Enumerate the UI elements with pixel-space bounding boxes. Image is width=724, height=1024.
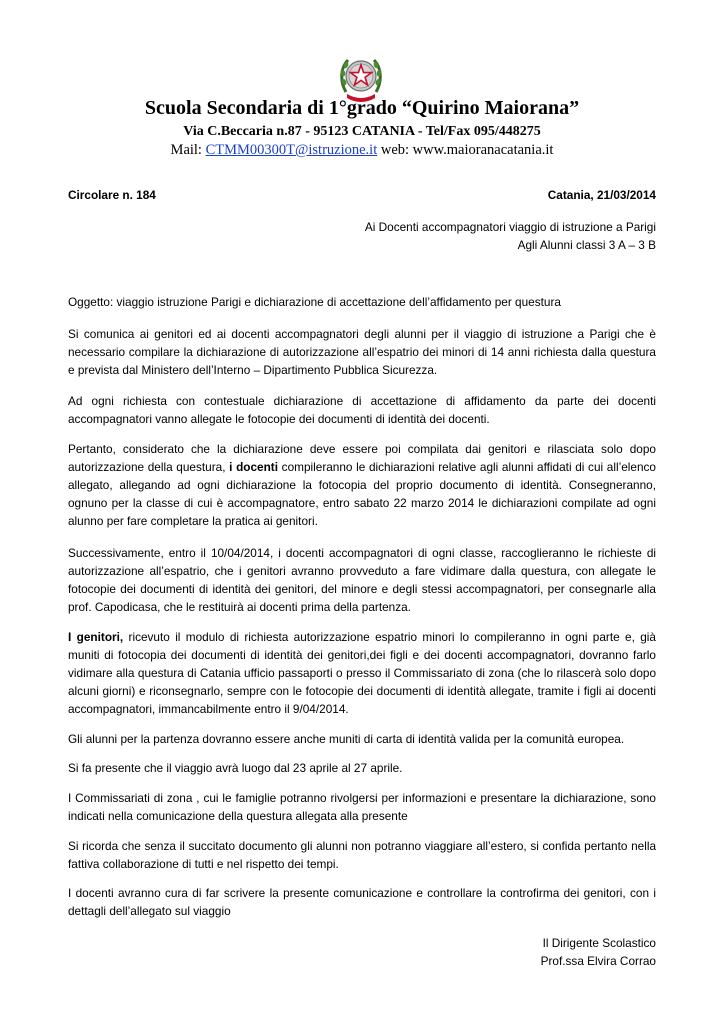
letter-body — [68, 186, 656, 970]
bold-teachers: i docenti — [229, 460, 279, 474]
signature-block — [68, 934, 656, 970]
place-date: Catania, 21/03/2014 — [547, 188, 656, 202]
paragraph: I Commissariati di zona , cui le famiglie potranno rivolgersi per informazioni e presentare la dichiarazione, sono indicati nella comunicazione della questura allegata alla presente — [68, 791, 656, 823]
subject-line: Oggetto: viaggio istruzione Parigi e dichiarazione di accettazione dell’affidamento per questura — [68, 295, 561, 309]
paragraph: I genitori, ricevuto il modulo di richiesta autorizzazione espatrio minori lo compileranno in ogni parte e, già muniti di fotocopia dei documenti di identità dei genitori,dei figli e dei docenti accompagnatori, dovranno farlo vidimare alla questura di Catania ufficio passaporti o presso il Commissariato di zona (che lo rilascerà solo dopo alcuni giorni) e riconsegnarlo, sempre con le fotocopie dei documenti di identità allegate, tramite i figli ai docenti accompagnatori, immancabilmente entro il 9/04/2014. — [68, 630, 656, 716]
paragraph: I docenti avranno cura di far scrivere la presente comunicazione e controllare la controfirma dei genitori, con i dettagli dell’allegato sul viaggio — [68, 886, 656, 918]
paragraph: Ad ogni richiesta con contestuale dichiarazione di accettazione di affidamento da parte dei docenti accompagnatori vanno allegate le fotocopie dei documenti di identità dei docenti. — [68, 394, 656, 426]
paragraph: Si ricorda che senza il succitato documento gli alunni non potranno viaggiare all’estero, si confida pertanto nella fattiva collaborazione di tutti e nel rispetto dei tempi. — [68, 839, 656, 871]
bold-parents: I genitori, — [68, 630, 124, 644]
school-address: Via C.Beccaria n.87 - 95123 CATANIA - Tel/Fax 095/448275 — [183, 124, 541, 139]
school-name: Scuola Secondaria di 1°grado “Quirino Maiorana” — [144, 97, 580, 119]
recipient-line: Agli Alunni classi 3 A – 3 B — [517, 238, 656, 252]
paragraph: Si fa presente che il viaggio avrà luogo dal 23 aprile al 27 aprile. — [68, 761, 403, 775]
website-text: web: www.maioranacatania.it — [377, 142, 554, 158]
recipients — [68, 218, 656, 254]
paragraph: Pertanto, considerato che la dichiarazione deve essere poi compilata dai genitori e rilasciata solo dopo autorizzazione della questura, i docenti compileranno le dichiarazioni relative agli alunni affidati di cui all’elenco allegato, allegando ad ogni dichiarazione la fotocopia del proprio documento di identità. Consegneranno, ognuno per la classe di cui è accompagnatore, entro sabato 22 marzo 2014 le dichiarazioni compilate ad ogni alunno per fare completare la pratica ai genitori. — [68, 442, 656, 528]
circular-number: Circolare n. 184 — [68, 188, 156, 202]
signature-role: Il Dirigente Scolastico — [542, 936, 656, 950]
paragraph: Successivamente, entro il 10/04/2014, i docenti accompagnatori di ogni classe, raccoglieranno le richieste di autorizzazione all’espatrio, che i genitori avranno provveduto a fare vidimare dalla questura, con allegate le fotocopie dei documenti di identità dei genitori, del minore e degli stessi accompagnatori, per consegnarle alla prof. Capodicasa, che le restituirà ai docenti prima della partenza. — [68, 546, 656, 614]
email-link[interactable]: CTMM00300T@istruzione.it — [205, 142, 378, 158]
recipient-line: Ai Docenti accompagnatori viaggio di istruzione a Parigi — [364, 220, 656, 234]
paragraph: Si comunica ai genitori ed ai docenti accompagnatori degli alunni per il viaggio di istruzione a Parigi che è necessario compilare la dichiarazione di autorizzazione all’espatrio dei minori di 14 anni richiesta dalla questura e prevista dal Ministero dell’Interno – Dipartimento Pubblica Sicurezza. — [68, 327, 656, 377]
contact-line — [0, 141, 724, 159]
mail-label: Mail: — [170, 142, 206, 158]
signature-name: Prof.ssa Elvira Corrao — [540, 954, 656, 968]
paragraph: Gli alunni per la partenza dovranno essere anche muniti di carta di identità valida per la comunità europea. — [68, 732, 625, 746]
circular-meta — [68, 186, 656, 204]
letterhead — [0, 96, 724, 159]
